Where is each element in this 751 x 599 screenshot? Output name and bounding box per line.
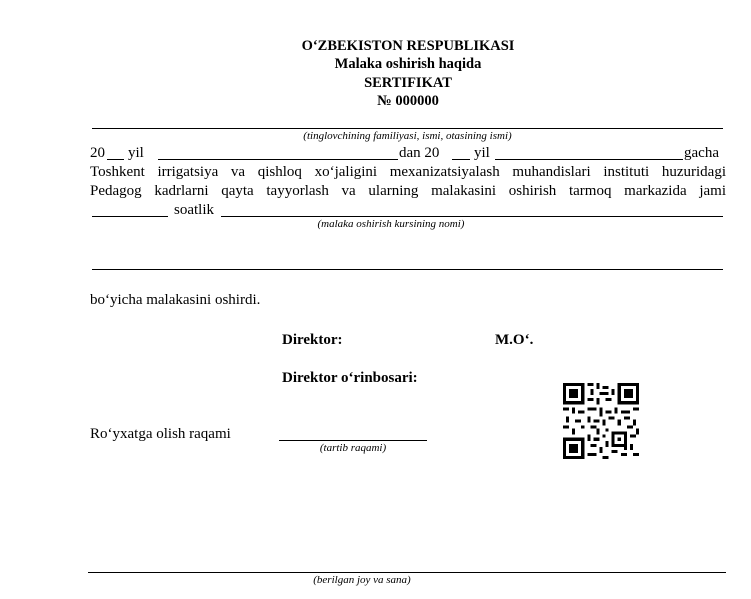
certificate-subtitle: Malaka oshirish haqida bbox=[334, 56, 482, 72]
center-line: Pedagog kadrlarni qayta tayyorlash va ularning malakasini oshirish tarmoq markazida jami bbox=[90, 183, 726, 199]
certificate-number: № 000000 bbox=[377, 93, 439, 109]
registration-label: Ro‘yxatga olish raqami bbox=[90, 426, 231, 442]
date-place-line bbox=[88, 572, 726, 573]
registration-number-line bbox=[279, 440, 427, 441]
order-caption: (tartib raqami) bbox=[319, 442, 387, 454]
director-label: Direktor: bbox=[282, 332, 343, 348]
year-from-blank bbox=[107, 159, 124, 160]
yil-from-label: yil bbox=[128, 145, 144, 161]
country-title: O‘ZBEKISTON RESPUBLIKASI bbox=[301, 38, 515, 54]
yil-to-label: yil bbox=[474, 145, 490, 161]
name-caption: (tinglovchining familiyasi, ismi, otasining ismi) bbox=[303, 130, 512, 142]
deputy-director-label: Direktor o‘rinbosari: bbox=[282, 370, 418, 386]
course-name-line bbox=[221, 216, 723, 217]
date-place-caption: (berilgan joy va sana) bbox=[313, 574, 411, 586]
completion-text: bo‘yicha malakasini oshirdi. bbox=[90, 292, 261, 308]
gacha-label: gacha bbox=[684, 145, 719, 161]
year-prefix-from: 20 bbox=[90, 145, 105, 161]
qr-code-icon bbox=[563, 383, 639, 459]
year-to-blank bbox=[452, 159, 470, 160]
certificate-type: SERTIFIKAT bbox=[364, 75, 452, 91]
hours-blank bbox=[92, 216, 168, 217]
date-row bbox=[90, 144, 726, 164]
course-caption: (malaka oshirish kursining nomi) bbox=[317, 218, 465, 230]
course-name-line-2 bbox=[92, 269, 723, 270]
name-line bbox=[92, 128, 723, 129]
date-to-blank bbox=[495, 159, 683, 160]
date-from-blank bbox=[158, 159, 398, 160]
institute-line: Toshkent irrigatsiya va qishloq xo‘jaligini mexanizatsiyalash muhandislari instituti huzuridagi bbox=[90, 164, 726, 180]
soatlik-label: soatlik bbox=[174, 202, 214, 218]
dan-label: dan 20 bbox=[399, 145, 440, 161]
stamp-label: M.O‘. bbox=[495, 332, 534, 348]
